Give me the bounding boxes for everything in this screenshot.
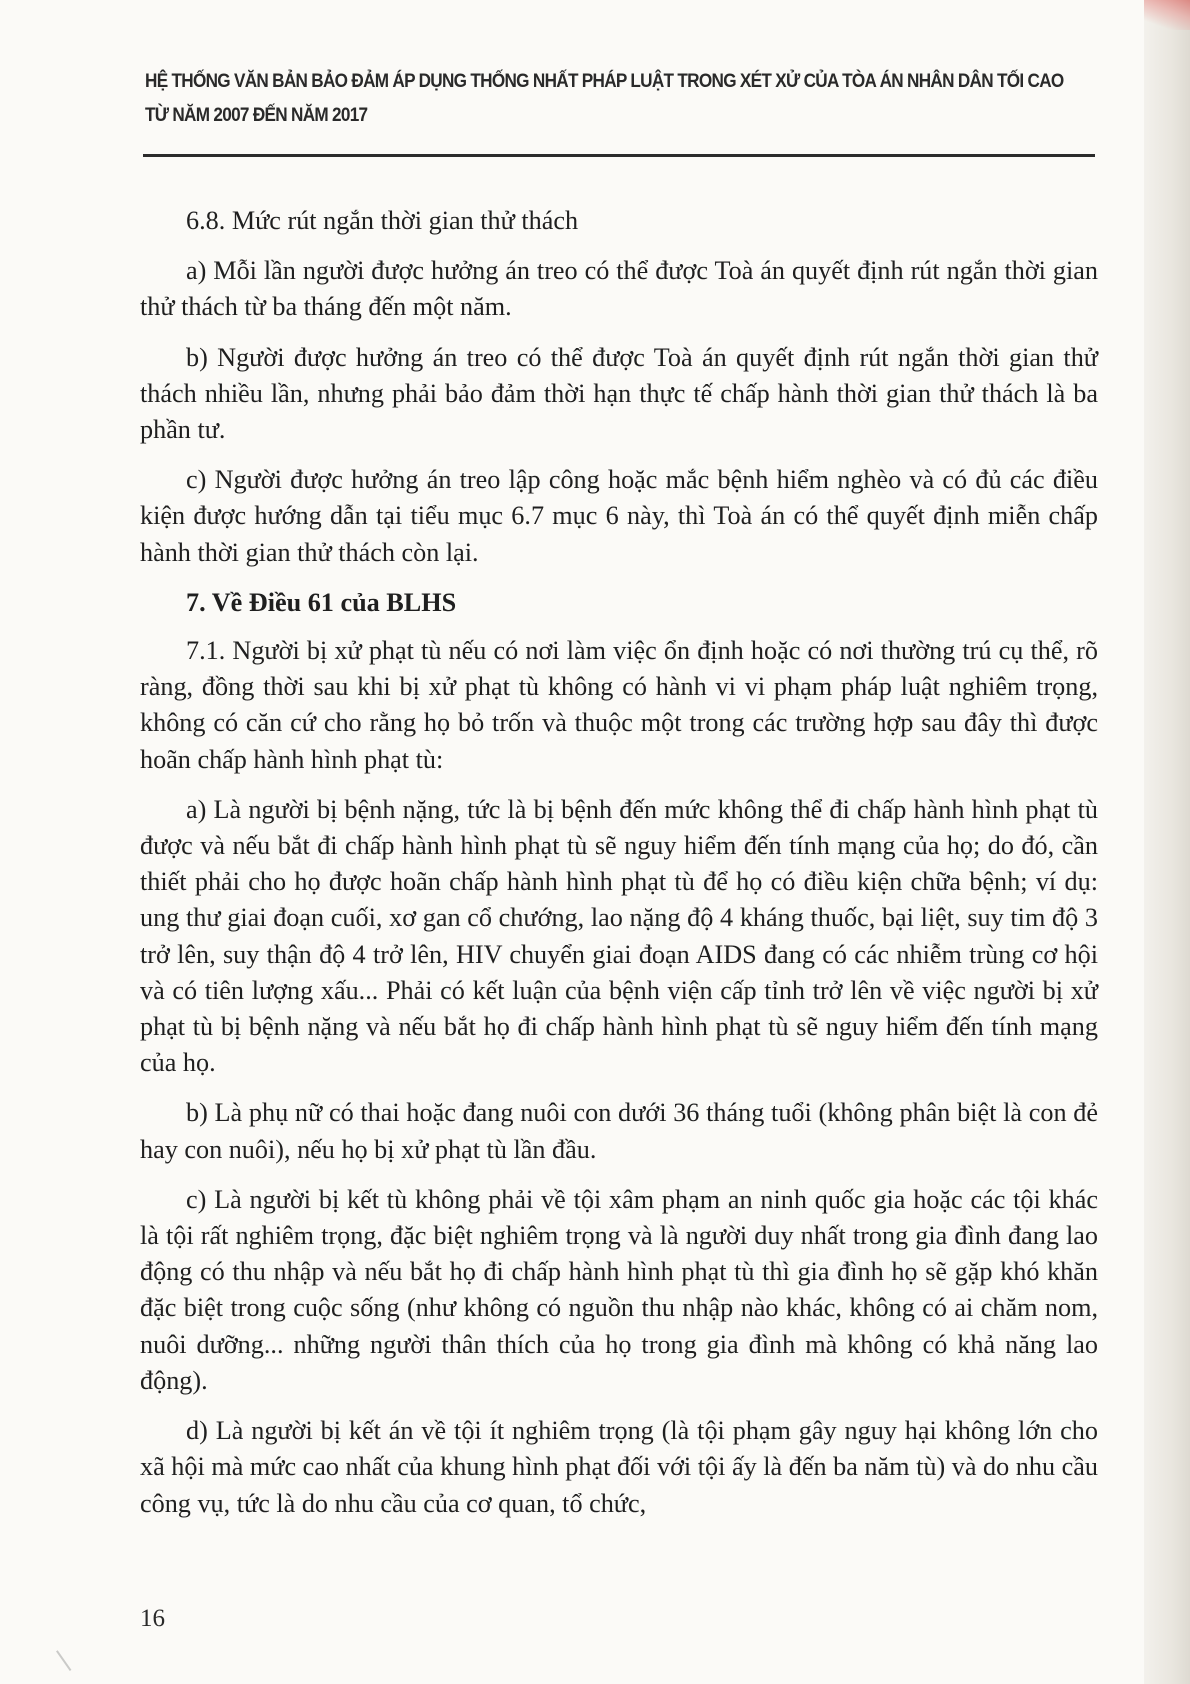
running-header-line-2: TỪ NĂM 2007 ĐẾN NĂM 2017	[145, 104, 368, 126]
paragraph-6-8-c: c) Người được hưởng án treo lập công hoặc mắc bệnh hiểm nghèo và có đủ các điều kiện được hướng dẫn tại tiểu mục 6.7 mục 6 này, thì Toà án có thể quyết định miễn chấp hành thời gian thử thách còn lại.	[140, 465, 1098, 567]
corner-stain	[1144, 0, 1190, 30]
header-divider	[143, 154, 1095, 157]
page-number: 16	[140, 1605, 165, 1632]
paragraph-7-1-c: c) Là người bị kết tù không phải về tội xâm phạm an ninh quốc gia hoặc các tội khác là tội rất nghiêm trọng, đặc biệt nghiêm trọng và là người duy nhất trong gia đình đang lao động có thu nhập và nếu bắt họ đi chấp hành hình phạt tù thì gia đình họ sẽ gặp khó khăn đặc biệt trong cuộc sống (như không có nguồn thu nhập nào khác, không có ai chăm nom, nuôi dưỡng... những người thân thích của họ trong gia đình mà không có khả năng lao động).	[140, 1184, 1098, 1395]
scan-mark	[56, 1633, 96, 1671]
running-header	[145, 64, 1064, 132]
section-heading-7: 7. Về Điều 61 của BLHS	[186, 587, 457, 617]
body-text	[140, 203, 1098, 1536]
subsection-heading-6-8: 6.8. Mức rút ngắn thời gian thử thách	[186, 206, 579, 235]
paragraph-7-1-a: a) Là người bị bệnh nặng, tức là bị bệnh đến mức không thể đi chấp hành hình phạt tù được và nếu bắt đi chấp hành hình phạt tù sẽ nguy hiểm đến tính mạng của họ; do đó, cần thiết phải cho họ được hoãn chấp hành hình phạt tù để họ có điều kiện chữa bệnh; ví dụ: ung thư giai đoạn cuối, xơ gan cổ chướng, lao nặng độ 4 kháng thuốc, bại liệt, suy tim độ 3 trở lên, suy thận độ 4 trở lên, HIV chuyển giai đoạn AIDS đang có các nhiễm trùng cơ hội và có tiên lượng xấu... Phải có kết luận của bệnh viện cấp tỉnh trở lên về việc người bị xử phạt tù bị bệnh nặng và nếu bắt họ đi chấp hành hình phạt tù sẽ nguy hiểm đến tính mạng của họ.	[140, 794, 1098, 1078]
paragraph-7-1: 7.1. Người bị xử phạt tù nếu có nơi làm việc ổn định hoặc có nơi thường trú cụ thể, rõ ràng, đồng thời sau khi bị xử phạt tù không có hành vi vi phạm pháp luật nghiêm trọng, không có căn cứ cho rằng họ bỏ trốn và thuộc một trong các trường hợp sau đây thì được hoãn chấp hành hình phạt tù:	[140, 636, 1098, 774]
paragraph-6-8-a: a) Mỗi lần người được hưởng án treo có thể được Toà án quyết định rút ngắn thời gian thử thách từ ba tháng đến một năm.	[140, 256, 1098, 322]
paragraph-7-1-d: d) Là người bị kết án về tội ít nghiêm trọng (là tội phạm gây nguy hại không lớn cho xã hội mà mức cao nhất của khung hình phạt đối với tội ấy là đến ba năm tù) và do nhu cầu công vụ, tức là do nhu cầu của cơ quan, tổ chức,	[140, 1416, 1098, 1518]
paragraph-7-1-b: b) Là phụ nữ có thai hoặc đang nuôi con dưới 36 tháng tuổi (không phân biệt là con đẻ hay con nuôi), nếu họ bị xử phạt tù lần đầu.	[140, 1098, 1098, 1164]
page-edge-shadow	[1144, 0, 1190, 1684]
paragraph-6-8-b: b) Người được hưởng án treo có thể được Toà án quyết định rút ngắn thời gian thử thách nhiều lần, nhưng phải bảo đảm thời hạn thực tế chấp hành thời gian thử thách là ba phần tư.	[140, 342, 1098, 445]
running-header-line-1: HỆ THỐNG VĂN BẢN BẢO ĐẢM ÁP DỤNG THỐNG NHẤT PHÁP LUẬT TRONG XÉT XỬ CỦA TÒA ÁN NHÂN DÂN TỐI CAO	[145, 70, 1064, 92]
